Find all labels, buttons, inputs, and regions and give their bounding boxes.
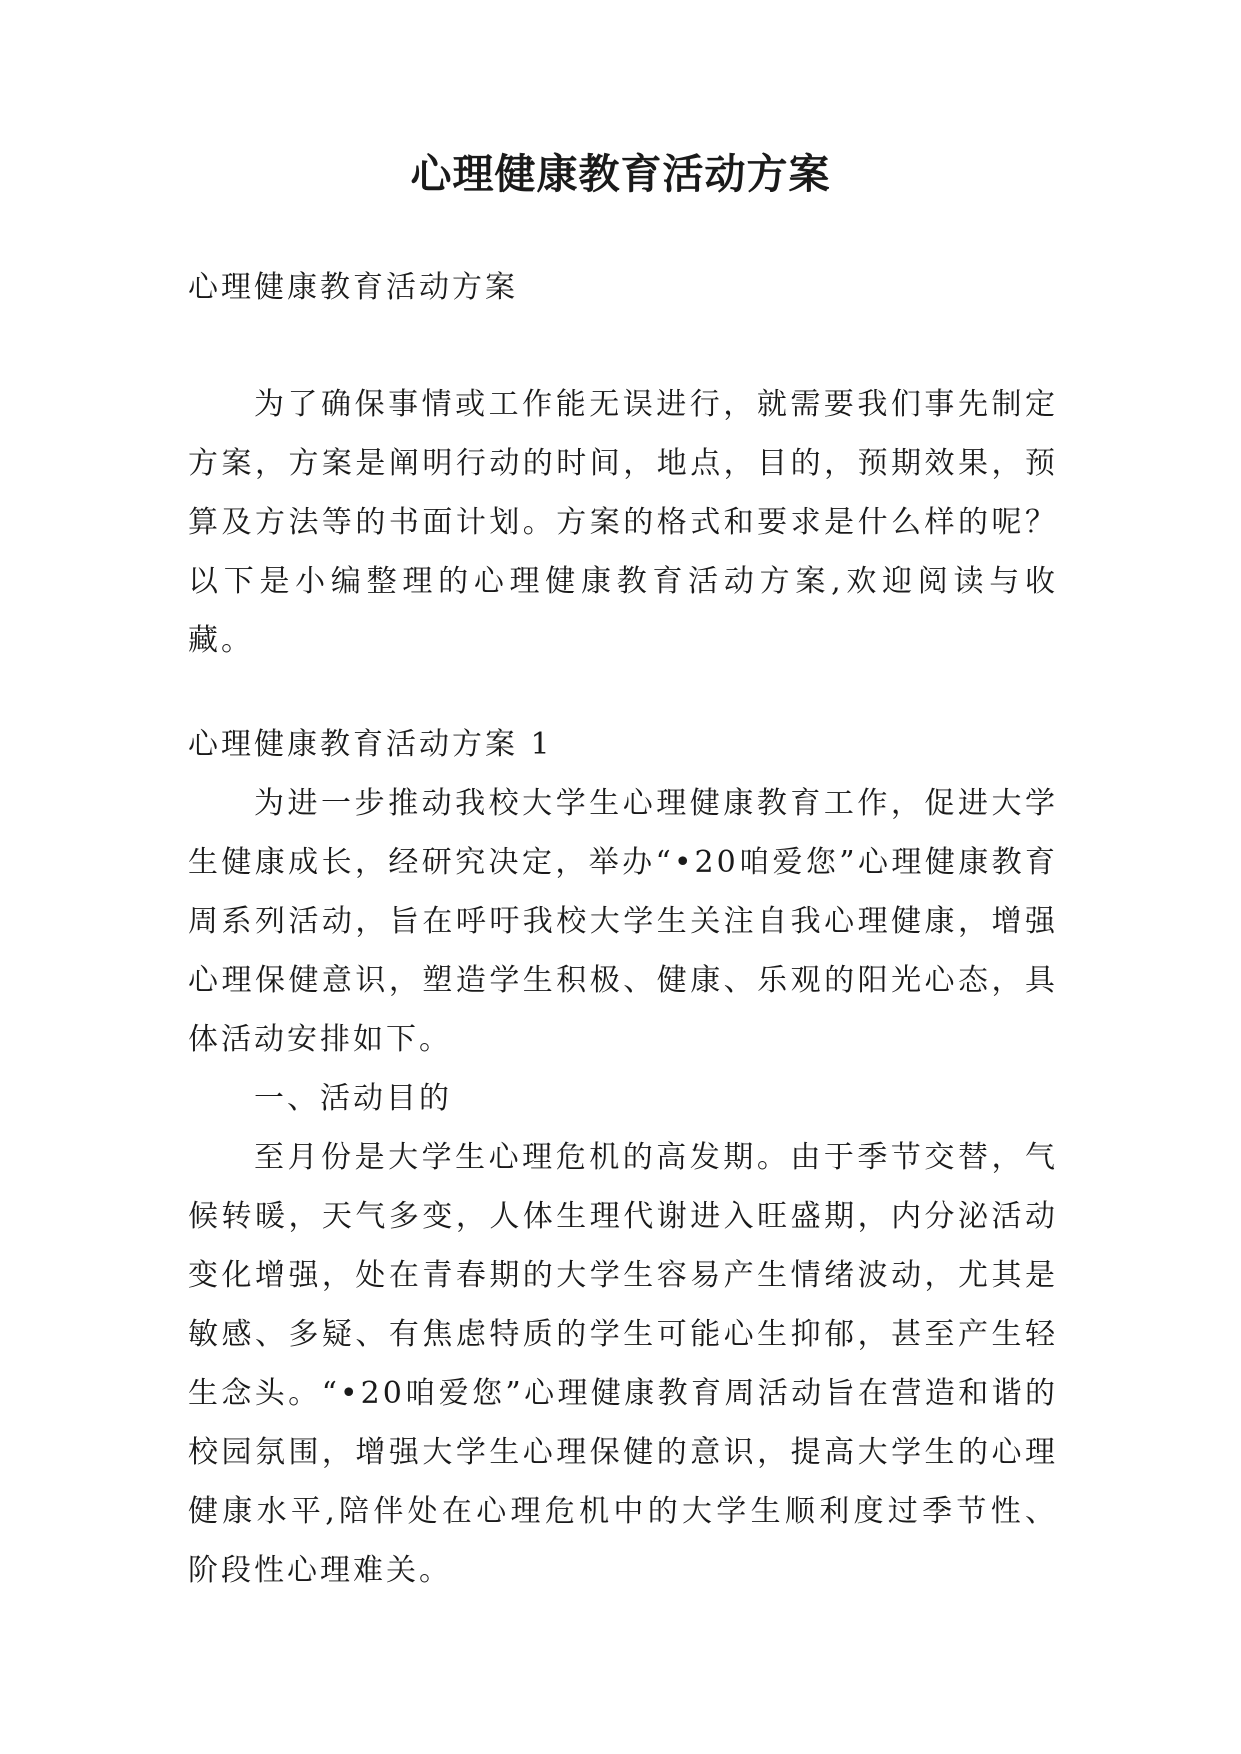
section-paragraph-1: 为进一步推动我校大学生心理健康教育工作，促进大学生健康成长，经研究决定，举办“•20咱爱您”心理健康教育周系列活动，旨在呼吁我校大学生关注自我心理健康，增强心理保健意识，塑造学生积极、健康、乐观的阳光心态，具体活动安排如下。 xyxy=(188,786,1058,1057)
subsection-heading: 一、活动目的 xyxy=(254,1081,452,1116)
section-paragraph-2: 至月份是大学生心理危机的高发期。由于季节交替，气候转暖，天气多变，人体生理代谢进入旺盛期，内分泌活动变化增强，处在青春期的大学生容易产生情绪波动，尤其是敏感、多疑、有焦虑特质的学生可能心生抑郁，甚至产生轻生念头。“•20咱爱您”心理健康教育周活动旨在营造和谐的校园氛围，增强大学生心理保健的意识，提高大学生的心理健康水平,陪伴处在心理危机中的大学生顺利度过季节性、阶段性心理难关。 xyxy=(188,1140,1058,1588)
document-body xyxy=(188,258,1058,1600)
document-title: 心理健康教育活动方案 xyxy=(410,150,831,198)
intro-paragraph: 为了确保事情或工作能无误进行，就需要我们事先制定方案，方案是阐明行动的时间，地点，目的，预期效果，预算及方法等的书面计划。方案的格式和要求是什么样的呢？以下是小编整理的心理健康教育活动方案,欢迎阅读与收藏。 xyxy=(188,387,1058,658)
document-subtitle: 心理健康教育活动方案 xyxy=(188,270,518,305)
spacer xyxy=(188,670,1058,715)
section-heading: 心理健康教育活动方案 1 xyxy=(188,727,553,762)
spacer xyxy=(188,317,1058,375)
